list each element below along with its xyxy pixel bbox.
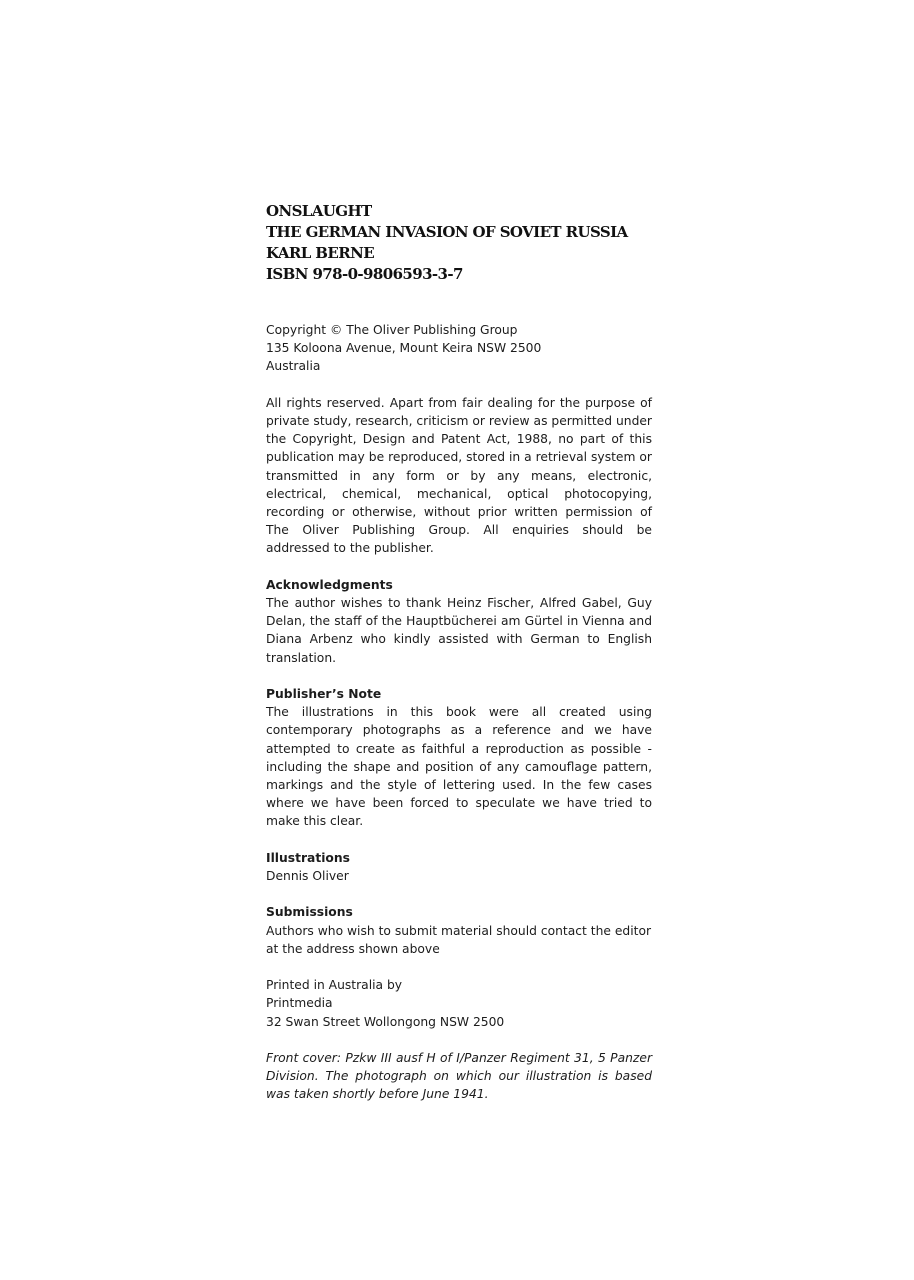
publishers-note-block <box>266 685 652 831</box>
acknowledgments-text: The author wishes to thank Heinz Fischer, Alfred Gabel, Guy Delan, the staff of the Hauptbücherei am Gürtel in Vienna and Diana Arbenz who kindly assisted with German to English translation. <box>266 596 652 665</box>
illustrator-name: Dennis Oliver <box>266 869 349 884</box>
rights-block <box>266 394 652 558</box>
printer-address: 32 Swan Street Wollongong NSW 2500 <box>266 1014 505 1029</box>
acknowledgments-heading: Acknowledgments <box>266 577 393 592</box>
publishers-note-text: The illustrations in this book were all created using contemporary photographs as a reference and we have attempted to create as faithful a reproduction as possible - including the shape and position of any camouflage pattern, markings and the style of lettering used. In the few cases where we have been forced to speculate we have tried to make this clear. <box>266 705 652 829</box>
copyright-block <box>266 321 652 376</box>
illustrations-heading: Illustrations <box>266 850 350 865</box>
front-cover-caption: Front cover: Pzkw III ausf H of I/Panzer Regiment 31, 5 Panzer Division. The photograph on which our illustration is based was taken shortly before June 1941. <box>266 1051 652 1102</box>
submissions-text: Authors who wish to submit material should contact the editor at the address shown above <box>266 923 652 956</box>
printer-block <box>266 976 652 1031</box>
acknowledgments-block <box>266 576 652 667</box>
submissions-heading: Submissions <box>266 905 353 920</box>
publisher-country: Australia <box>266 359 321 374</box>
rights-text: All rights reserved. Apart from fair dealing for the purpose of private study, research, criticism or review as permitted under the Copyright, Design and Patent Act, 1988, no part of this publication may be reproduced, stored in a retrieval system or transmitted in any form or by any means, electronic, electrical, chemical, mechanical, optical photocopying, recording or otherwise, without prior written permission of The Oliver Publishing Group. All enquiries should be addressed to the publisher. <box>266 395 652 556</box>
submissions-block <box>266 903 652 958</box>
illustrations-block <box>266 849 652 885</box>
imprint-page <box>266 201 652 1122</box>
publishers-note-heading: Publisher’s Note <box>266 687 382 702</box>
printed-in-line: Printed in Australia by <box>266 978 403 993</box>
isbn: ISBN 978-0-9806593-3-7 <box>266 265 463 283</box>
front-cover-block <box>266 1049 652 1104</box>
book-subtitle: THE GERMAN INVASION OF SOVIET RUSSIA <box>266 223 628 241</box>
publisher-address: 135 Koloona Avenue, Mount Keira NSW 2500 <box>266 341 542 356</box>
book-title: ONSLAUGHT <box>266 202 372 220</box>
printer-name: Printmedia <box>266 996 333 1011</box>
author-name: KARL BERNE <box>266 244 375 262</box>
copyright-line: Copyright © The Oliver Publishing Group <box>266 323 518 337</box>
title-block <box>266 201 652 285</box>
